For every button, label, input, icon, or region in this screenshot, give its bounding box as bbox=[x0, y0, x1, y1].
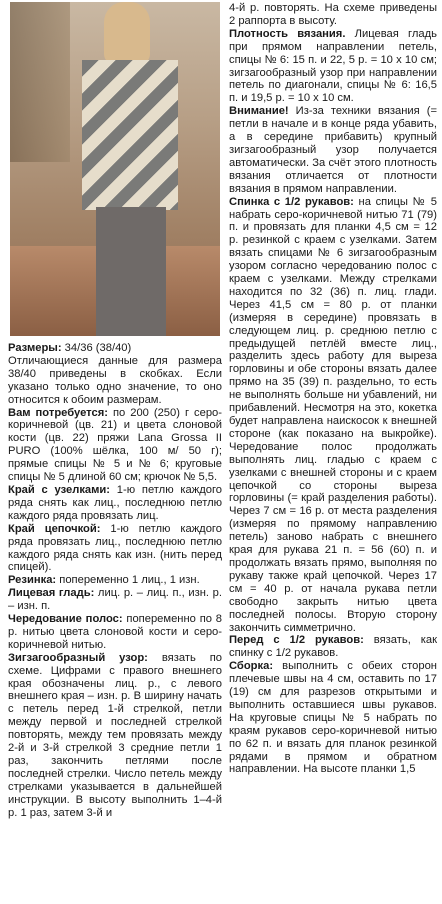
model-figure bbox=[72, 2, 182, 336]
skirt bbox=[96, 207, 166, 336]
model-photo bbox=[10, 2, 220, 336]
striped-top bbox=[82, 60, 178, 210]
paragraph: Резинка: попеременно 1 лиц., 1 изн. bbox=[8, 574, 200, 587]
paragraph: Отличающиеся данные для размера 38/40 приведены в скобках. Если указано только одно значение, то оно относится к обоим размерам. bbox=[8, 354, 222, 406]
paragraph: Чередование полос: попеременно по 8 р. нитью цвета слоновой кости и серо-коричневой нитью. bbox=[8, 613, 222, 651]
paragraph: Зигзагообразный узор: вязать по схеме. Цифрами с правого внешнего края обозначены лиц. р., с левого внешнего края – изн. р. В ширину начать с петель перед 1-й стрелкой, петли между первой и последней стрелкой повторять, между тем провязать между 2-й и 3-й стрелкой 3 средние петли 1 раз, закончить петлями после последней стрелки. Число петель между стрелками указывается в дальнейшей инструкции. В высоту выполнить 1–4-й р. 1 раз, затем 3-й и bbox=[8, 651, 222, 819]
left-text-column bbox=[8, 342, 222, 820]
tree-background bbox=[10, 2, 70, 162]
paragraph: Размеры: 34/36 (38/40) bbox=[8, 342, 132, 354]
paragraph: Спинка с 1/2 рукавов: на спицы № 5 набрать серо-коричневой нитью 71 (79) п. и провязать для планки 4,5 см = 12 р. резинкой с краем с узелками. Затем вязать спицами № 6 зигзагообразным узором согласно чередованию полос с краем с узелками. Между стрелками находится по 32 (36) п. лиц. глади. Через 41,5 см = 80 р. от планки (измеряя в середине) провязать в следующем лиц. р. среднюю петлю с предыдущей петлёй вместе лиц., разделить здесь работу для выреза горловины и обе стороны вязать далее прямо на 35 (39) п. раздельно, то есть не выполнять больше ни убавлений, ни прибавлений. Несмотря на это, кокетка будет направлена наискосок к внешней стороне (как показано на выкройке). Чередование полос продолжать выполнять лиц. гладью с краем с узелками с внешней стороны и с краем цепочкой со стороны выреза горловины (= край разделения работы). Через 7 см = 16 р. от места разделения (измеряя по прямому направлению петель) заново набрать с внешнего края для рукава 21 п. = 56 (60) п. и продолжать вязать прямо, выполняя по рукаву также край цепочкой. Через 17 см = 40 р. от начала рукава петли свободно закрыть нитью цвета последней полосы. Вторую сторону закончить симметрично. bbox=[229, 195, 437, 634]
paragraph: 4-й р. повторять. На схеме приведены 2 раппорта в высоту. bbox=[229, 2, 437, 27]
paragraph: Лицевая гладь: лиц. р. – лиц. п., изн. р. – изн. п. bbox=[8, 587, 222, 613]
paragraph: Плотность вязания. Лицевая гладь при прямом направлении петель, спицы № 6: 15 п. и 22, 5 р. = 10 х 10 см; зигзагообразный узор при направлении петель по диагонали, спицы № 6: 16,5 п. и 19,5 р. = 10 х 10 см. bbox=[229, 27, 437, 105]
paragraph: Вам потребуется: по 200 (250) г серо-коричневой (цв. 21) и цвета слоновой кости (цв. 22) пряжи Lana Grossa II PURO (100% шёлка, 100 м/ 50 г); прямые спицы № 5 и № 6; круговые спицы № 5 длиной 60 см; крючок № 5,5. bbox=[8, 406, 223, 484]
paragraph: Край с узелками: 1-ю петлю каждого ряда снять как лиц., последнюю петлю каждого ряда провязать лиц. bbox=[8, 483, 223, 522]
paragraph: Внимание! Из-за техники вязания (= петли в начале и в конце ряда убавить, а в середине прибавить) крупный зигзагообразный узор получается автоматически. За счёт этого плотность вязания отличается от плотности вязания в прямом направлении. bbox=[229, 105, 437, 195]
paragraph: Сборка: выполнить с обеих сторон плечевые швы на 4 см, оставить по 17 (19) см для разрезов открытыми и выполнить оставшиеся швы рукавов. На круговые спицы № 5 набрать по краям рукавов серо-коричневой нитью по 62 п. и вязать для планок резинкой рядами в прямом и обратном направлении. На высоте планки 1,5 bbox=[229, 660, 437, 776]
right-text-column bbox=[229, 2, 437, 776]
paragraph: Край цепочкой: 1-ю петлю каждого ряда провязать лиц., последнюю петлю каждого ряда снять как изн. (нить перед спицей). bbox=[8, 522, 222, 574]
paragraph: Перед с 1/2 рукавов: вязать, как спинку с 1/2 рукавов. bbox=[229, 634, 437, 660]
